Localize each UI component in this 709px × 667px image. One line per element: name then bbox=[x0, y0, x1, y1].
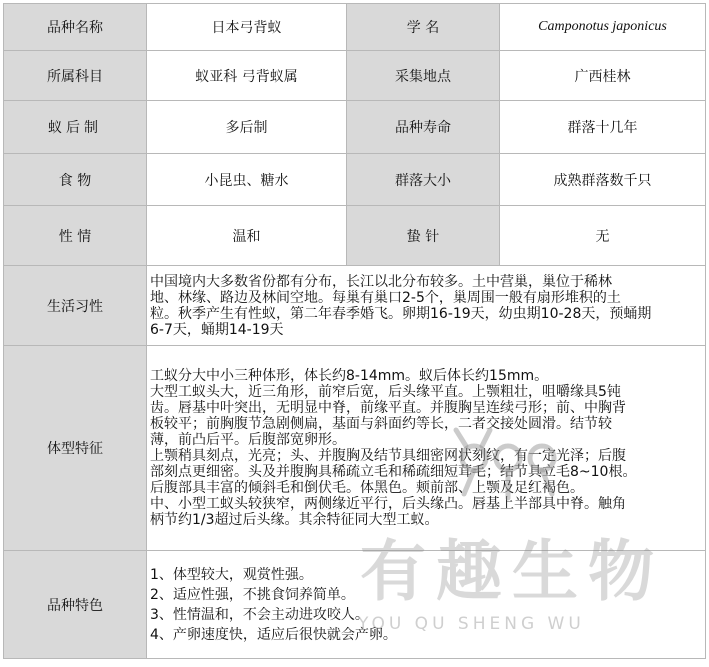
value-characteristics bbox=[147, 551, 706, 659]
feature-line: 3、性情温和，不会主动进攻咬人。 bbox=[150, 606, 369, 623]
body-line: 上颚稍具刻点，光亮；头、并腹胸及结节具细密网状刻纹，有一定光泽；后腹 bbox=[150, 448, 626, 464]
label-food: 食 物 bbox=[4, 154, 147, 206]
body-line: 薄，前凸后平。后腹部宽卵形。 bbox=[150, 432, 346, 448]
value-colony-size: 成熟群落数千只 bbox=[500, 154, 706, 206]
body-line: 大型工蚁头大，近三角形，前窄后宽，后头缘平直。上颚粗壮，咀嚼缘具5钝 bbox=[150, 384, 621, 400]
body-line: 后腹部具丰富的倾斜毛和倒伏毛。体黑色。颊前部、上颚及足红褐色。 bbox=[150, 480, 584, 496]
feature-line: 4、产卵速度快，适应后很快就会产卵。 bbox=[150, 626, 397, 643]
label-body-features: 体型特征 bbox=[4, 346, 147, 551]
label-characteristics: 品种特色 bbox=[4, 551, 147, 659]
row-body-features bbox=[4, 346, 706, 551]
habits-line: 粒。秋季产生有性蚁，第二年春季婚飞。卵期16-19天，幼虫期10-28天，预蛹期 bbox=[150, 305, 652, 322]
row-characteristics bbox=[4, 551, 706, 659]
body-line: 板较平；前胸腹节急剧侧扁，基面与斜面约等长，二者交接处圆滑。结节较 bbox=[150, 416, 612, 432]
label-collection-site: 采集地点 bbox=[347, 51, 500, 101]
label-sting: 蛰 针 bbox=[347, 206, 500, 266]
feature-line: 2、适应性强，不挑食饲养简单。 bbox=[150, 586, 355, 603]
label-queen-system: 蚁后制 bbox=[4, 101, 147, 154]
row-queen-system bbox=[4, 101, 706, 154]
label-temperament: 性 情 bbox=[4, 206, 147, 266]
row-habits bbox=[4, 266, 706, 346]
row-temperament bbox=[4, 206, 706, 266]
value-temperament: 温和 bbox=[147, 206, 347, 266]
habits-line: 6-7天，蛹期14-19天 bbox=[150, 321, 284, 338]
body-line: 齿。唇基中叶突出，无明显中脊，前缘平直。并腹胸呈连续弓形；前、中胸背 bbox=[150, 400, 626, 416]
value-species-name: 日本弓背蚁 bbox=[147, 4, 347, 51]
value-queen-system: 多后制 bbox=[147, 101, 347, 154]
body-line: 部刻点更细密。头及并腹胸具稀疏立毛和稀疏细短茸毛；结节具立毛8~10根。 bbox=[150, 464, 637, 480]
feature-line: 1、体型较大，观赏性强。 bbox=[150, 566, 313, 583]
value-taxonomy: 蚁亚科 弓背蚁属 bbox=[147, 51, 347, 101]
species-info-table bbox=[3, 3, 706, 659]
value-body-features bbox=[147, 346, 706, 551]
row-taxonomy bbox=[4, 51, 706, 101]
label-habits: 生活习性 bbox=[4, 266, 147, 346]
value-sting: 无 bbox=[500, 206, 706, 266]
value-food: 小昆虫、糖水 bbox=[147, 154, 347, 206]
label-taxonomy: 所属科目 bbox=[4, 51, 147, 101]
body-line: 柄节约1/3超过后头缘。其余特征同大型工蚁。 bbox=[150, 512, 439, 528]
habits-line: 地、林缘、路边及林间空地。每巢有巢口2-5个，巢周围一般有扇形堆积的土 bbox=[150, 289, 621, 306]
label-colony-size: 群落大小 bbox=[347, 154, 500, 206]
habits-line: 中国境内大多数省份都有分布，长江以北分布较多。土中营巢，巢位于稀林 bbox=[150, 273, 612, 290]
value-collection-site: 广西桂林 bbox=[500, 51, 706, 101]
body-line: 工蚁分大中小三种体形，体长约8-14mm。蚁后体长约15mm。 bbox=[150, 368, 549, 384]
value-habits bbox=[147, 266, 706, 346]
value-lifespan: 群落十几年 bbox=[500, 101, 706, 154]
value-scientific-name: Camponotus japonicus bbox=[500, 4, 706, 51]
label-lifespan: 品种寿命 bbox=[347, 101, 500, 154]
row-food bbox=[4, 154, 706, 206]
watermark-text: 有趣生物 bbox=[360, 533, 664, 610]
row-species-name bbox=[4, 4, 706, 51]
label-scientific-name: 学 名 bbox=[347, 4, 500, 51]
label-species-name: 品种名称 bbox=[4, 4, 147, 51]
watermark-subtext: YOU QU SHENG WU bbox=[358, 614, 585, 634]
body-line: 中、小型工蚁头较狭窄，两侧缘近平行，后头缘凸。唇基上半部具中脊。触角 bbox=[150, 496, 626, 512]
